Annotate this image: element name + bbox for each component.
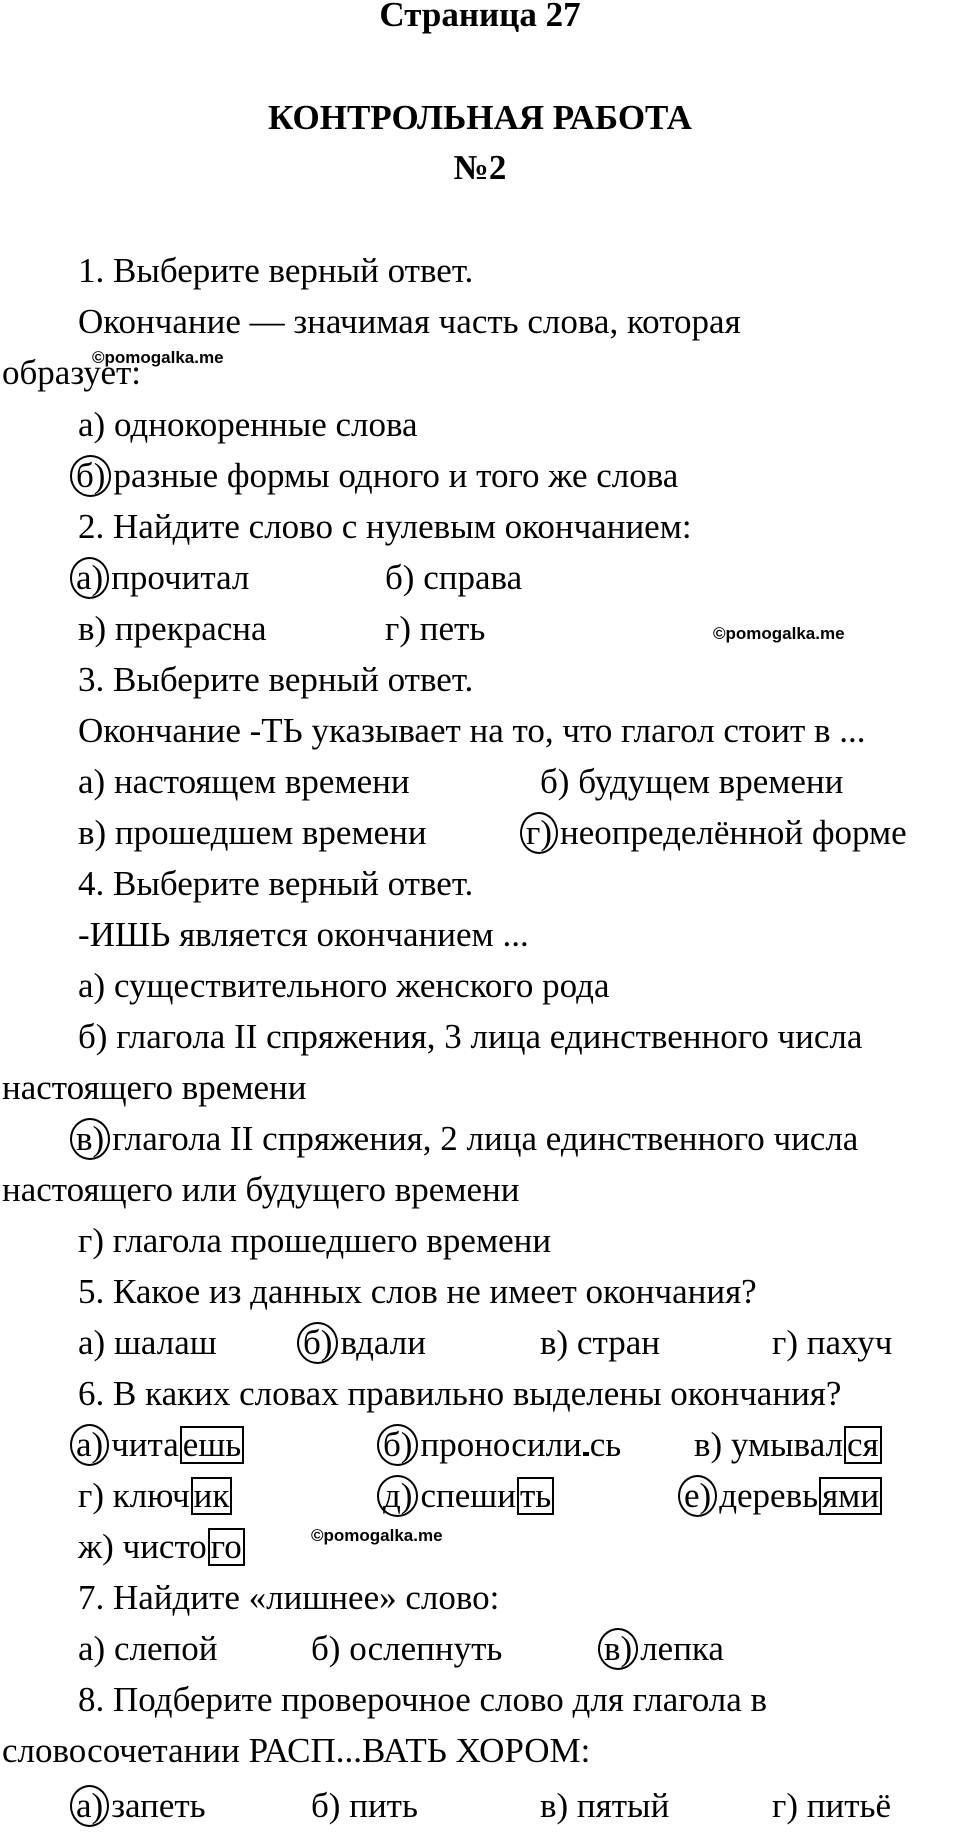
q6-option-f bbox=[686, 1475, 883, 1517]
ending-box: ть bbox=[517, 1477, 554, 1515]
q4-stem: -ИШЬ является окончанием ... bbox=[78, 915, 529, 954]
answer-circle: е) bbox=[678, 1475, 717, 1517]
word-stem: деревь bbox=[719, 1476, 819, 1515]
q8-option-c: в) пятый bbox=[540, 1786, 670, 1825]
answer-circle: б) bbox=[297, 1322, 338, 1364]
q7-option-c bbox=[606, 1628, 724, 1670]
q1-option-b bbox=[78, 455, 678, 497]
q2-option-a bbox=[78, 557, 249, 599]
q1-stem-cont: образует: bbox=[2, 353, 142, 392]
word-stem: ж) чисто bbox=[78, 1527, 207, 1566]
q2-option-c: в) прекрасна bbox=[78, 609, 267, 648]
option-text: глагола II спряжения, 2 лица единственного числа bbox=[112, 1119, 859, 1158]
q3-option-d bbox=[528, 812, 907, 854]
q7-option-b: б) ослепнуть bbox=[311, 1629, 503, 1668]
watermark: ©pomogalka.me bbox=[713, 624, 845, 643]
q6-option-e bbox=[385, 1475, 555, 1517]
q3-option-b: б) будущем времени bbox=[540, 762, 844, 801]
q8-text-cont: словосочетании РАСП...ВАТЬ ХОРОМ: bbox=[2, 1731, 591, 1770]
q6-text: 6. В каких словах правильно выделены окончания? bbox=[78, 1374, 842, 1413]
option-text: запеть bbox=[111, 1786, 206, 1825]
q4-option-b: б) глагола II спряжения, 3 лица единственного числа bbox=[78, 1017, 863, 1056]
q6-option-d bbox=[78, 1475, 233, 1517]
q8-text: 8. Подберите проверочное слово для глагола в bbox=[78, 1680, 768, 1719]
q1-stem: Окончание — значимая часть слова, которая bbox=[78, 302, 741, 341]
option-text: разные формы одного и того же слова bbox=[113, 456, 679, 495]
q3-text: 3. Выберите верный ответ. bbox=[78, 660, 474, 699]
word-stem: г) ключ bbox=[78, 1476, 190, 1515]
word-stem: спеши bbox=[420, 1476, 516, 1515]
answer-circle: б) bbox=[377, 1424, 418, 1466]
option-text: прочитал bbox=[111, 558, 250, 597]
test-number: №2 bbox=[453, 148, 507, 187]
answer-circle: а) bbox=[70, 557, 109, 599]
q6-option-c bbox=[694, 1424, 883, 1466]
q5-option-d: г) пахуч bbox=[772, 1323, 893, 1362]
word-stem: чита bbox=[111, 1425, 179, 1464]
q4-option-d: г) глагола прошедшего времени bbox=[78, 1221, 552, 1260]
q8-option-d: г) питьё bbox=[772, 1786, 892, 1825]
q4-option-c bbox=[78, 1118, 858, 1160]
test-title: КОНТРОЛЬНАЯ РАБОТА bbox=[268, 98, 692, 137]
page-heading: Страница 27 bbox=[379, 0, 581, 34]
word-tail: сь bbox=[589, 1425, 622, 1464]
answer-circle: а) bbox=[70, 1785, 109, 1827]
q4-option-c-cont: настоящего или будущего времени bbox=[2, 1170, 520, 1209]
watermark: ©pomogalka.me bbox=[311, 1526, 443, 1545]
q6-option-g bbox=[78, 1526, 246, 1568]
q4-option-b-cont: настоящего времени bbox=[2, 1068, 307, 1107]
option-text: неопределённой форме bbox=[560, 813, 907, 852]
word-stem: в) умывал bbox=[694, 1425, 844, 1464]
q4-option-a: а) существительного женского рода bbox=[78, 966, 610, 1005]
ending-box: ями bbox=[819, 1477, 882, 1515]
answer-circle: г) bbox=[520, 812, 558, 854]
answer-circle: в) bbox=[598, 1628, 638, 1670]
q7-option-a: а) слепой bbox=[78, 1629, 218, 1668]
q1-text: 1. Выберите верный ответ. bbox=[78, 251, 474, 290]
q5-option-b bbox=[305, 1322, 426, 1364]
q7-text: 7. Найдите «лишнее» слово: bbox=[78, 1578, 500, 1617]
q2-option-b: б) справа bbox=[385, 558, 523, 597]
ending-box: го bbox=[208, 1528, 245, 1566]
answer-circle: в) bbox=[70, 1118, 110, 1160]
ending-box: ся bbox=[844, 1426, 882, 1464]
q5-option-c: в) стран bbox=[540, 1323, 660, 1362]
q3-option-c: в) прошедшем времени bbox=[78, 813, 427, 852]
q2-option-d: г) петь bbox=[385, 609, 486, 648]
answer-circle: д) bbox=[377, 1475, 418, 1517]
answer-circle: б) bbox=[70, 455, 111, 497]
q6-option-b bbox=[385, 1424, 621, 1466]
q3-option-a: а) настоящем времени bbox=[78, 762, 410, 801]
ending-box: ешь bbox=[180, 1426, 244, 1464]
q5-option-a: а) шалаш bbox=[78, 1323, 217, 1362]
ending-box: ик bbox=[191, 1477, 233, 1515]
option-text: лепка bbox=[640, 1629, 724, 1668]
q2-text: 2. Найдите слово с нулевым окончанием: bbox=[78, 507, 692, 546]
q1-option-a: а) однокоренные слова bbox=[78, 405, 418, 444]
q3-stem: Окончание -ТЬ указывает на то, что глагол стоит в ... bbox=[78, 711, 866, 750]
watermark: ©pomogalka.me bbox=[92, 348, 224, 367]
option-text: вдали bbox=[340, 1323, 426, 1362]
q5-text: 5. Какое из данных слов не имеет окончания? bbox=[78, 1272, 757, 1311]
ending-box bbox=[583, 1452, 589, 1456]
q8-option-b: б) пить bbox=[311, 1786, 418, 1825]
q4-text: 4. Выберите верный ответ. bbox=[78, 864, 474, 903]
q6-option-a bbox=[78, 1424, 245, 1466]
q8-option-a bbox=[78, 1785, 206, 1827]
answer-circle: а) bbox=[70, 1424, 109, 1466]
word-stem: проносили bbox=[420, 1425, 582, 1464]
